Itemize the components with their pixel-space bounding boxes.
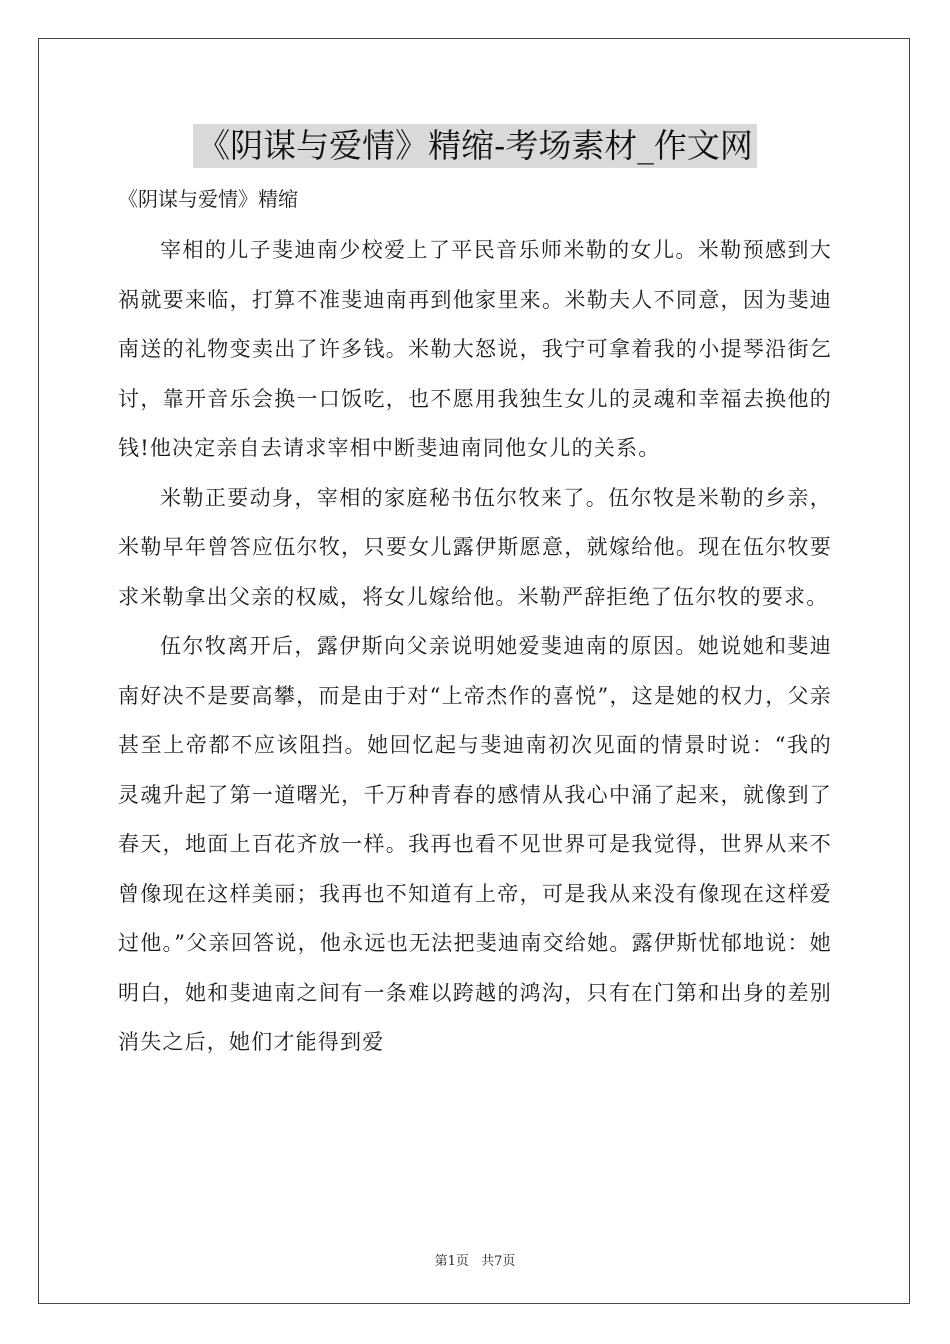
page-footer (0, 1250, 950, 1269)
title-container (0, 124, 950, 168)
paragraph: 伍尔牧离开后，露伊斯向父亲说明她爱斐迪南的原因。她说她和斐迪南好决不是要高攀，而是由于对“上帝杰作的喜悦”，这是她的权力，父亲甚至上帝都不应该阻挡。她回忆起与斐迪南初次见面的情景时说：“我的灵魂升起了第一道曙光，千万种青春的感情从我心中涌了起来，就像到了春天，地面上百花齐放一样。我再也看不见世界可是我觉得，世界从来不曾像现在这样美丽；我再也不知道有上帝，可是我从来没有像现在这样爱过他。”父亲回答说，他永远也无法把斐迪南交给她。露伊斯忧郁地说：她明白，她和斐迪南之间有一条难以跨越的鸿沟，只有在门第和出身的差别消失之后，她们才能得到爱 (118, 634, 832, 1054)
document-title: 《阴谋与爱情》精缩-考场素材_作文网 (193, 124, 757, 168)
document-subtitle: 《阴谋与爱情》精缩 (118, 187, 298, 211)
page-number: 第1页 (434, 1254, 469, 1269)
paragraph: 米勒正要动身，宰相的家庭秘书伍尔牧来了。伍尔牧是米勒的乡亲，米勒早年曾答应伍尔牧，只要女儿露伊斯愿意，就嫁给他。现在伍尔牧要求米勒拿出父亲的权威，将女儿嫁给他。米勒严辞拒绝了伍尔牧的要求。 (118, 485, 832, 609)
page-total: 共7页 (481, 1254, 516, 1269)
paragraph: 宰相的儿子斐迪南少校爱上了平民音乐师米勒的女儿。米勒预感到大祸就要来临，打算不准斐迪南再到他家里来。米勒夫人不同意，因为斐迪南送的礼物变卖出了许多钱。米勒大怒说，我宁可拿着我的小提琴沿街乞讨，靠开音乐会换一口饭吃，也不愿用我独生女儿的灵魂和幸福去换他的钱!他决定亲自去请求宰相中断斐迪南同他女儿的关系。 (118, 238, 832, 460)
body-text (118, 226, 832, 1068)
